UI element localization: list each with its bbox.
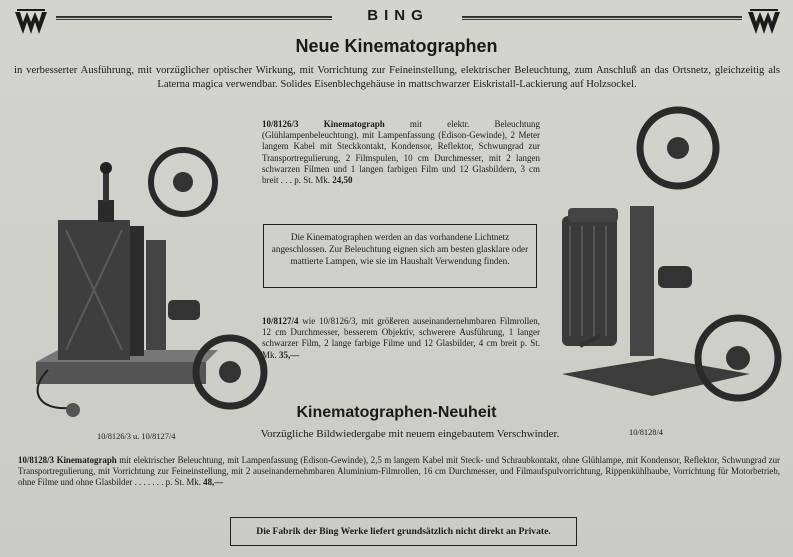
product-code: 10/8126/3 <box>262 119 299 129</box>
caption-left-projector: 10/8126/3 u. 10/8127/4 <box>97 432 176 441</box>
product-entry-8128 <box>18 455 780 489</box>
brand-name: BING <box>367 7 429 24</box>
product-description: mit elektr. Beleuchtung (Glühlampenbeleuchtung), mit Lampenfassung (Edison-Gewinde), 2 Meter langem Kabel mit Steckkontakt, Kondensor, Reflektor, Schwungrad zur Transportregulierung, 2 Filmspulen, 10 cm Durchmesser, mit 2 langen schwarzen Filmen und 1 langen farbigen Film und 12 Glasbildern, 3 cm breit . . . p. St. Mk. <box>262 119 541 186</box>
bing-logo-icon <box>747 8 781 38</box>
product-name: Kinematograph <box>323 119 385 129</box>
product-price: 48,— <box>203 477 224 488</box>
product-name: Kinematograph <box>56 455 117 465</box>
product-entry-8127 <box>262 316 540 361</box>
product-description: mit elektrischer Beleuchtung, mit Lampenfassung (Edison-Gewinde), 2,5 m langem Kabel mit Steck- und Schraubkontakt, ohne Glühlampe, mit Kondensor, Reflektor, Schwungrad zur Transportregulierung, mit Vorrichtung zur Feineinstellung, mit 2 auseinandernehmbaren Aluminium-Filmrollen, 16 cm Durchmesser, und Filmaufspulvorrichtung, Rippenkühlhaube, Vorrichtung für Motorbetrieb, ohne Filme und ohne Glasbilder . . . . . . . p. St. Mk. <box>18 455 781 488</box>
projector-illustration-left <box>18 140 280 430</box>
lighting-note-box: Die Kinematographen werden an das vorhandene Lichtnetz angeschlossen. Zur Beleuchtung eignen sich am besten glasklare oder mattierte Lampen, wie sie im Haushalt Verwendung finden. <box>263 224 537 288</box>
section-tagline: Vorzügliche Bildwiedergabe mit neuem eingebautem Verschwinder. <box>260 428 560 440</box>
header-rule-left <box>56 16 332 20</box>
product-entry-8126 <box>262 119 540 186</box>
product-price: 35,— <box>279 349 300 360</box>
section-heading: Kinematographen-Neuheit <box>296 404 497 421</box>
product-price: 24,50 <box>332 175 353 186</box>
product-code: 10/8127/4 <box>262 316 299 326</box>
intro-text: in verbesserter Ausführung, mit vorzüglicher optischer Wirkung, mit Vorrichtung zur Feineinstellung, elektrischer Beleuchtung, zum Anschluß an das Ortsnetz, gleichzeitig als Laterna magica verwendbar. Solides Eisenblechgehäuse in mattschwarzer Eiskristall-Lackierung auf Holzsockel. <box>14 65 780 90</box>
projector-illustration-right <box>540 96 790 426</box>
footer-notice-box: Die Fabrik der Bing Werke liefert grundsätzlich nicht direkt an Private. <box>230 517 577 546</box>
page-title: Neue Kinematographen <box>295 36 498 56</box>
product-description: wie 10/8126/3, mit größeren auseinandernehmbaren Filmrollen, 12 cm Durchmesser, besserem Objektiv, schwerere Ausführung, 1 langer schwarzer Film, 2 lange farbige Filme und 12 Glasbilder, 4 cm breit p. St. Mk. <box>262 316 540 360</box>
header-rule-right <box>462 16 742 20</box>
bing-logo-icon <box>14 8 48 38</box>
product-code: 10/8128/3 <box>18 455 54 465</box>
caption-right-projector: 10/8128/4 <box>629 428 663 437</box>
